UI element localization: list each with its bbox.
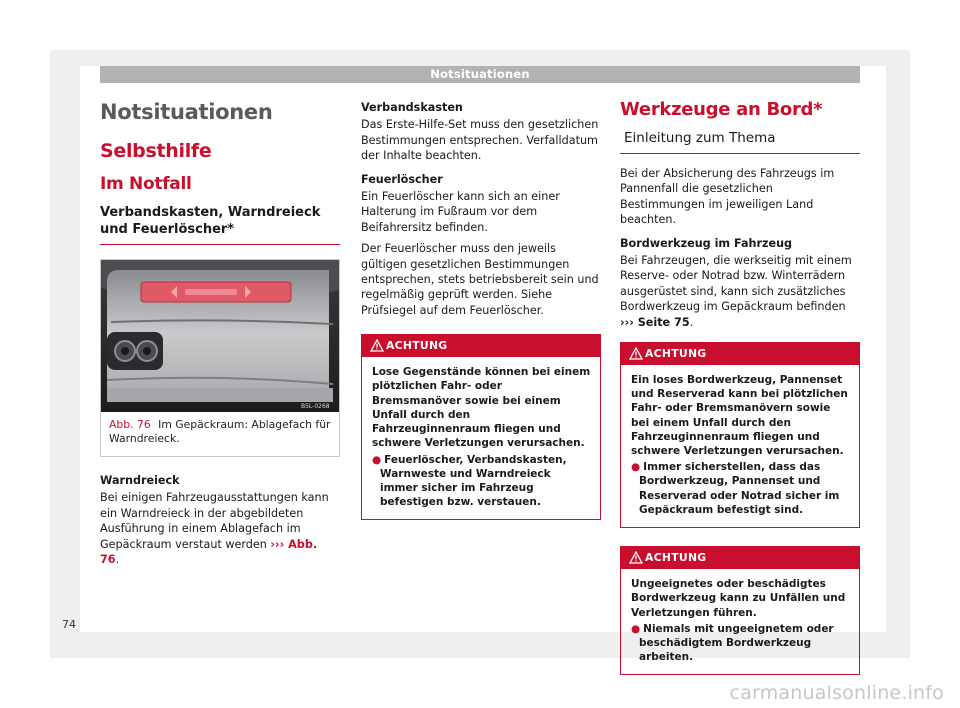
warning-bullet-text: Feuerlöscher, Verbandskasten, Warnweste und Warndreieck immer sicher im Fahrzeug befestigen bzw. verstauen. bbox=[380, 453, 567, 509]
warning-header bbox=[621, 547, 859, 569]
warning-header bbox=[362, 335, 600, 357]
section-title: Selbsthilfe bbox=[100, 140, 212, 162]
warning-triangle-icon bbox=[629, 551, 643, 564]
verbandskasten-text: Das Erste-Hilfe-Set muss den gesetzlichen Bestimmungen entsprechen. Verfalldatum der Inhalte beachten. bbox=[361, 118, 599, 163]
warning-bullet bbox=[631, 460, 851, 517]
warning-box-1 bbox=[620, 342, 860, 528]
warning-triangle-icon bbox=[370, 339, 384, 352]
trunk-storage-photo bbox=[101, 260, 339, 412]
verbandskasten-heading: Verbandskasten bbox=[361, 101, 463, 114]
warning-body bbox=[362, 357, 600, 519]
warning-title: ACHTUNG bbox=[645, 551, 707, 565]
column-left bbox=[100, 96, 340, 567]
warning-box bbox=[361, 334, 601, 520]
figure-number: Abb. 76 bbox=[109, 418, 151, 431]
figure-caption bbox=[101, 412, 339, 456]
warning-intro: Ein loses Bordwerkzeug, Pannenset und Reserverad kann bei plötzlichen Fahr- oder Bremsmanövern sowie bei einem Unfall durch den Fahrzeuginnenraum fliegen und schwere Verletzungen verursachen. bbox=[631, 374, 848, 458]
bordwerkzeug-heading: Bordwerkzeug im Fahrzeug bbox=[620, 236, 793, 250]
intro-paragraph: Bei der Absicherung des Fahrzeugs im Pannenfall die gesetzlichen Bestimmungen im jeweiligen Land beachten. bbox=[620, 167, 835, 227]
warndreieck-heading: Warndreieck bbox=[100, 474, 180, 487]
warning-bullet-text: Niemals mit ungeeignetem oder beschädigtem Bordwerkzeug arbeiten. bbox=[639, 622, 834, 664]
column-right bbox=[620, 96, 860, 675]
trunk-storage-illustration bbox=[101, 260, 339, 412]
watermark: carmanualsonline.info bbox=[729, 682, 944, 704]
sentence-end: . bbox=[115, 553, 120, 567]
warning-intro: Lose Gegenstände können bei einem plötzlichen Fahr- oder Bremsmanöver sowie bei einem Unfall durch den Fahrzeuginnenraum fliegen und schwere Verletzungen verursachen. bbox=[372, 366, 591, 450]
feuerloescher-text-1: Ein Feuerlöscher kann sich an einer Halterung im Fußraum vor dem Beifahrersitz befinden. bbox=[361, 190, 560, 234]
warning-bullet-text: Immer sicherstellen, dass das Bordwerkzeug, Pannenset und Reserverad oder Notrad sicher im Gepäckraum befestigt sind. bbox=[639, 461, 840, 516]
bordwerkzeug-text: Bei Fahrzeugen, die werkseitig mit einem Reserve- oder Notrad bzw. Winterrädern ausgerüstet sind, kann sich zusätzliches Bordwerkzeug im Gepäckraum befinden bbox=[620, 254, 852, 314]
bullet-dot: ● bbox=[372, 453, 382, 466]
warning-box-2 bbox=[620, 546, 860, 675]
warning-body bbox=[621, 365, 859, 527]
bullet-dot: ● bbox=[631, 461, 641, 474]
topic-title-einleitung: Einleitung zum Thema bbox=[620, 130, 860, 154]
figure-reference-link[interactable]: ››› Abb. 76 bbox=[100, 537, 318, 567]
page-reference-link[interactable]: ››› Seite 75 bbox=[620, 315, 690, 329]
figure-76 bbox=[100, 259, 340, 457]
warning-bullet bbox=[372, 453, 592, 510]
figure-code: B5L-0268 bbox=[301, 403, 330, 410]
column-middle bbox=[361, 96, 601, 520]
running-header: Notsituationen bbox=[100, 66, 860, 83]
chapter-title: Notsituationen bbox=[100, 100, 273, 124]
bullet-dot: ● bbox=[631, 622, 641, 635]
subsection-title: Im Notfall bbox=[100, 174, 192, 194]
warning-title: ACHTUNG bbox=[645, 347, 707, 361]
warning-title: ACHTUNG bbox=[386, 339, 448, 353]
warning-body bbox=[621, 569, 859, 674]
bordwerkzeug-paragraph bbox=[620, 253, 860, 330]
section-title-werkzeuge: Werkzeuge an Bord* bbox=[620, 99, 823, 120]
warning-intro: Ungeeignetes oder beschädigtes Bordwerkzeug kann zu Unfällen und Verletzungen führen. bbox=[631, 578, 846, 619]
warndreieck-paragraph bbox=[100, 490, 340, 567]
warning-bullet bbox=[631, 622, 851, 665]
feuerloescher-text-2: Der Feuerlöscher muss den jeweils gültigen gesetzlichen Bestimmungen entsprechen, stets betriebsbereit sein und regelmäßig geprüft werden. Siehe Prüfsiegel auf dem Feuerlöscher. bbox=[361, 242, 599, 317]
warndreieck-text: Bei einigen Fahrzeugausstattungen kann ein Warndreieck in der abgebildeten Ausführung in einem Ablagefach im Gepäckraum verstaut werden bbox=[100, 491, 329, 551]
feuerloescher-heading: Feuerlöscher bbox=[361, 172, 443, 186]
warning-header bbox=[621, 343, 859, 365]
warning-triangle-icon bbox=[629, 347, 643, 360]
page-number: 74 bbox=[62, 618, 76, 631]
figure-caption-text: Im Gepäckraum: Ablagefach für Warndreieck. bbox=[109, 418, 331, 445]
topic-title: Verbandskasten, Warndreieck und Feuerlöscher* bbox=[100, 204, 340, 245]
sentence-end: . bbox=[689, 315, 694, 329]
